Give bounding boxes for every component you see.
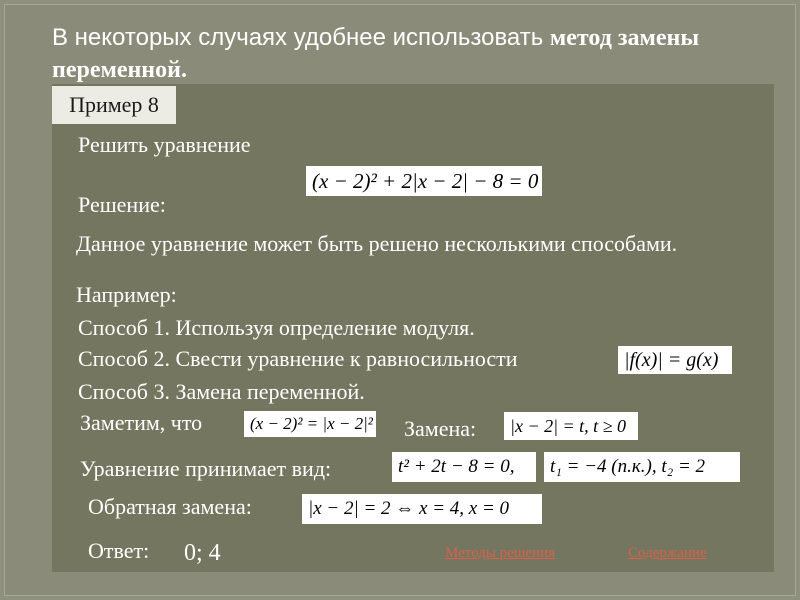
method-2: Способ 2. Свести уравнение к равносильности	[78, 346, 518, 371]
heading-bold-text-2: переменной.	[52, 57, 187, 83]
note-formula-text: (x − 2)² = |x − 2|²	[250, 414, 373, 433]
example-badge: Пример 8	[52, 86, 176, 124]
equation-form-formula	[392, 452, 536, 482]
note-formula	[244, 411, 376, 437]
method-3: Способ 3. Замена переменной.	[78, 379, 365, 404]
roots-formula	[544, 452, 740, 482]
methods-link[interactable]: Методы решения	[445, 545, 556, 561]
heading-bold-text-1: метод замены	[549, 25, 700, 51]
reverse-formula	[302, 494, 542, 524]
reverse-formula-text: |x − 2| = 2 ⇔ x = 4, x = 0	[308, 498, 510, 519]
heading-normal-text: В некоторых случаях удобнее использовать	[52, 24, 550, 51]
reverse-label: Обратная замена:	[88, 494, 252, 519]
note-label: Заметим, что	[80, 410, 203, 435]
substitution-formula-text: |x − 2| = t, t ≥ 0	[510, 415, 627, 436]
equation-form-label: Уравнение принимает вид:	[80, 456, 332, 481]
answer-value: 0; 4	[184, 540, 221, 566]
task-label: Решить уравнение	[78, 132, 251, 157]
contents-link[interactable]: Содержание	[628, 545, 707, 561]
substitution-label: Замена:	[404, 416, 477, 441]
for-example-label: Например:	[76, 282, 177, 307]
solution-label: Решение:	[78, 192, 166, 217]
substitution-formula	[504, 412, 638, 440]
method-1: Способ 1. Используя определение модуля.	[78, 315, 475, 340]
slide-heading	[52, 22, 772, 86]
equation-form-formula-text: t² + 2t − 8 = 0,	[398, 456, 515, 477]
main-equation-text: (x − 2)² + 2|x − 2| − 8 = 0	[312, 168, 539, 193]
intro-text: Данное уравнение может быть решено несколькими способами.	[76, 231, 678, 256]
method-2-formula-text: |f(x)| = g(x)	[624, 348, 719, 371]
roots-formula-text: t₁ = −4 (п.к.), t₂ = 2	[550, 456, 706, 477]
answer-label: Ответ:	[88, 538, 150, 563]
method-2-formula	[618, 346, 732, 374]
main-equation	[306, 166, 542, 196]
